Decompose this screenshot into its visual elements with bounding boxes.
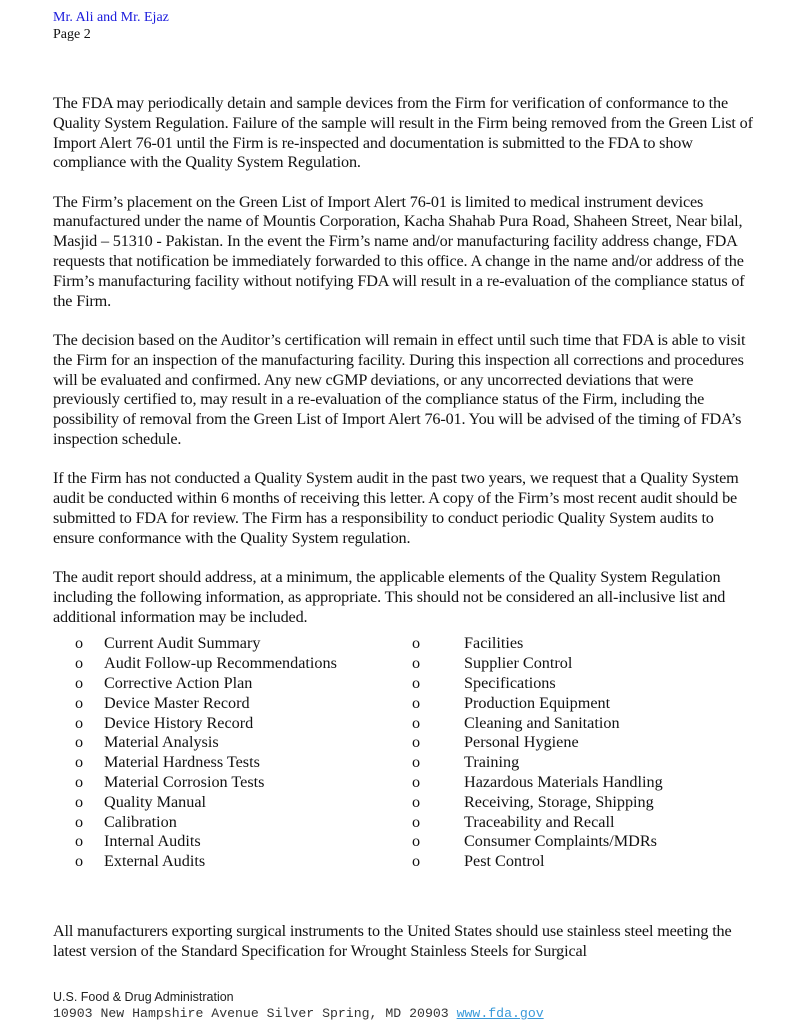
bullet-icon: o [412,713,421,732]
footer-address: 10903 New Hampshire Avenue Silver Spring, MD 20903 [53,1006,457,1021]
bullet-icon: o [75,832,84,851]
bullet-icon: o [412,733,421,752]
bullet-icon: o [412,852,421,871]
bullet-icon: o [412,792,421,811]
bullet-icon: o [75,792,84,811]
footer-agency: U.S. Food & Drug Administration [53,990,234,1004]
bullet-icon: o [75,733,84,752]
bullet-icon: o [412,673,421,692]
bullet-icon: o [75,812,84,831]
bullet-icon: o [412,772,421,791]
bullet-icon: o [412,634,421,653]
bullet-icon: o [75,713,84,732]
bullet-icon: o [75,753,84,772]
footer-address-line [53,1005,544,1022]
paragraph-quality-audit-request: If the Firm has not conducted a Quality System audit in the past two years, we request that a Quality System audit be conducted within 6 months of receiving this letter. A copy of the Firm’s most recent audit should be submitted to FDA for review. The Firm has a responsibility to conduct periodic Quality System audits to ensure conformance with the Quality System regulation. [53,469,739,547]
paragraph-detain-sample: The FDA may periodically detain and sample devices from the Firm for verification of conformance to the Quality System Regulation. Failure of the sample will result in the Firm being removed from the Green List of Import Alert 76-01 until the Firm is re-inspected and documentation is submitted to the FDA to show compliance with the Quality System Regulation. [53,94,753,172]
bullet-icon: o [412,693,421,712]
paragraph-green-list-placement: The Firm’s placement on the Green List of Import Alert 76-01 is limited to medical instrument devices manufactured under the name of Mountis Corporation, Kacha Shahab Pura Road, Shaheen Street, Near bilal, Masjid – 51310 - Pakistan. In the event the Firm’s name and/or manufacturing facility address change, FDA requests that notification be immediately forwarded to this office. A change in the name and/or address of the Firm’s manufacturing facility without notifying FDA will result in a re-evaluation of the compliance status of the Firm. [53,192,745,310]
fda-website-link[interactable]: www.fda.gov [456,1006,544,1021]
letter-body [53,94,753,872]
bullet-icon: o [75,852,84,871]
addressee-line: Mr. Ali and Mr. Ejaz [53,10,169,25]
bullet-icon: o [75,673,84,692]
bullet-icon: o [75,634,84,653]
paragraph-stainless-steel: All manufacturers exporting surgical instruments to the United States should use stainless steel meeting the latest version of the Standard Specification for Wrought Stainless Steels for Surgical [53,922,732,960]
bullet-icon: o [75,772,84,791]
page-footer [53,990,544,1022]
bullet-icon: o [412,654,421,673]
paragraph-audit-report-elements: The audit report should address, at a minimum, the applicable elements of the Quality System Regulation including the following information, as appropriate. This should not be considered an all-inclusive list and additional information may be included. [53,567,726,626]
bullet-icon: o [412,812,421,831]
paragraph-auditor-certification: The decision based on the Auditor’s certification will remain in effect until such time that FDA is able to visit the Firm for an inspection of the manufacturing facility. During this inspection all corrections and procedures will be evaluated and confirmed. Any new cGMP deviations, or any uncorrected deviations that were previously certified to, may result in a re-evaluation of the compliance status of the Firm, including the possibility of removal from the Green List of Import Alert 76-01. You will be advised of the timing of FDA’s inspection schedule. [53,330,746,448]
bullet-icon: o [412,753,421,772]
bullet-icon: o [75,693,84,712]
page-header [53,9,169,43]
bullet-icon: o [412,832,421,851]
bullet-icon: o [75,654,84,673]
page-number: Page 2 [53,27,91,42]
audit-elements-lists: o Current Audit Summary o Audit Follow-up Recommendations o Corrective Action Plan o Device Master Record o Device History Record o Material Analysis o Material Hardness Tests o Material Corrosion Tests o Quality Manual o Calibration o Internal Audits o External Audits o Facilities o Supplier Control o Specifications o Production Equipment o Cleaning and Sanitation o Personal Hygiene o Training o Hazardous Materials Handling o Receiving, Storage, Shipping o Traceability and Recall o Consumer Complaints/MDRs o Pest Control [75,634,663,871]
